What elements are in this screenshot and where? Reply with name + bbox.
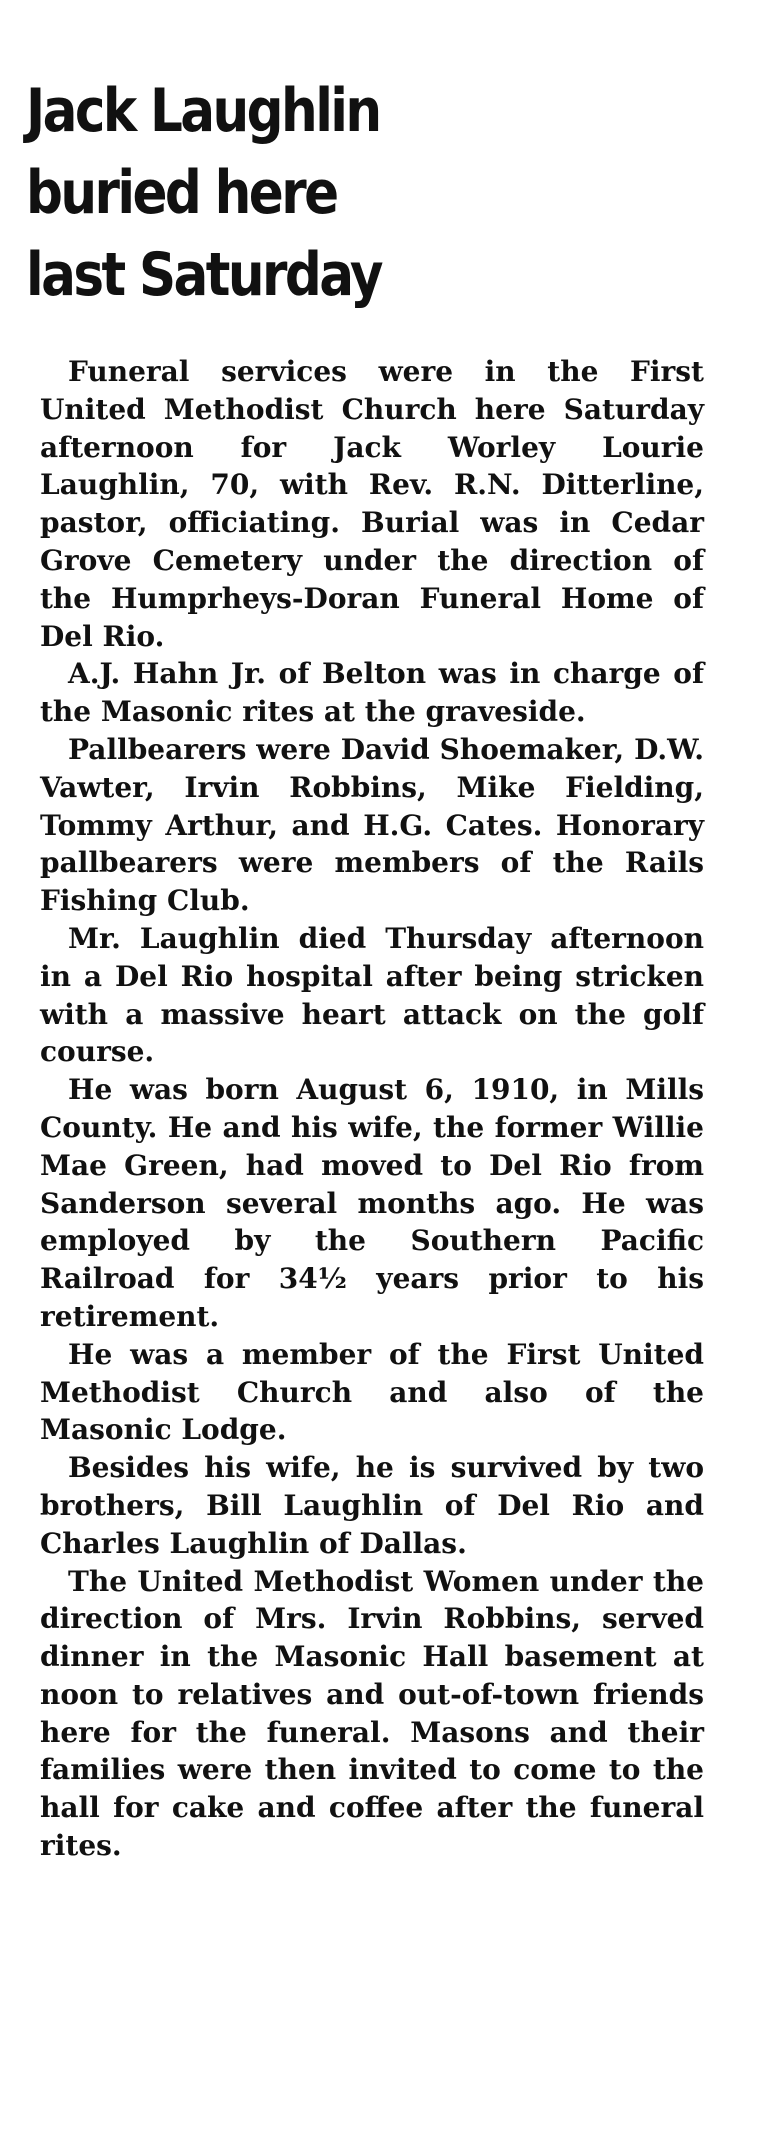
headline-line-3: last Saturday — [26, 240, 381, 310]
headline-line-1: Jack Laughlin — [26, 76, 380, 146]
paragraph-pallbearers: Pallbearers were David Shoemaker, D.W. Vawter, Irvin Robbins, Mike Fielding, Tommy Arthur, and H.G. Cates. Honorary pallbearers were members of the Rails Fishing Club. — [40, 732, 704, 918]
paragraph-masonic-rites: A.J. Hahn Jr. of Belton was in charge of the Masonic rites at the graveside. — [40, 657, 704, 729]
headline — [26, 70, 387, 316]
paragraph-membership: He was a member of the First United Methodist Church and also of the Masonic Lodge. — [40, 1337, 704, 1447]
paragraph-biography: He was born August 6, 1910, in Mills County. He and his wife, the former Willie Mae Green, had moved to Del Rio from Sanderson several months ago. He was employed by the Southern Pacific Railroad for 34½ years prior to his retirement. — [40, 1073, 704, 1333]
paragraph-dinner: The United Methodist Women under the direction of Mrs. Irvin Robbins, served dinner in the Masonic Hall basement at noon to relatives and out-of-town friends here for the funeral. Masons and their families were then invited to come to the hall for cake and coffee after the funeral rites. — [40, 1564, 704, 1863]
paragraph-funeral-services: Funeral services were in the First United Methodist Church here Saturday afternoon for Jack Worley Lourie Laughlin, 70, with Rev. R.N. Ditterline, pastor, officiating. Burial was in Cedar Grove Cemetery under the direction of the Humprheys-Doran Funeral Home of Del Rio. — [40, 355, 704, 653]
headline-line-2: buried here — [26, 158, 337, 228]
paragraph-death: Mr. Laughlin died Thursday afternoon in a Del Rio hospital after being stricken with a massive heart attack on the golf course. — [40, 921, 704, 1069]
article-body — [40, 353, 704, 1865]
paragraph-survivors: Besides his wife, he is survived by two brothers, Bill Laughlin of Del Rio and Charles Laughlin of Dallas. — [40, 1451, 704, 1560]
